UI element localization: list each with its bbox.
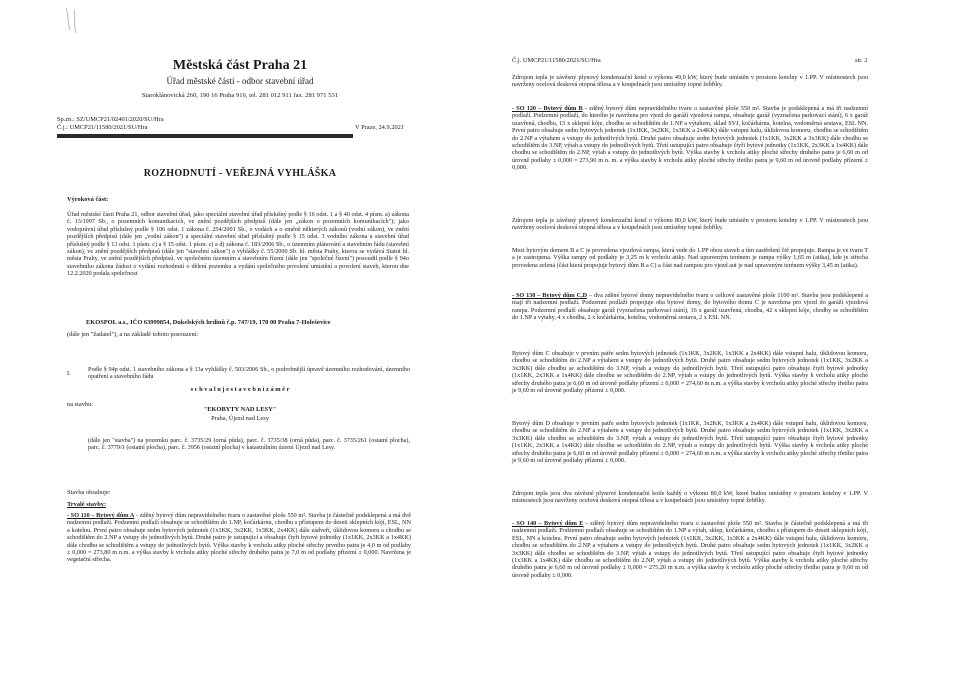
so120-text: - zděný bytový dům nepravidelného tvaru o zastavěné ploše 550 m². Stavba je podsklepená a má tři nadzemní podlaží. Podzemní podlaží, do kterého je navržena pro vjezd do garáží vjezdová rampa, obsahuje garáž (vyznačena parkovací stání), 6 x garáž uzavřená, chodbu, 15 x sklepní kóje, chodbu se schodištěm do 1.NP a výtahem, sklad SVJ, kočárkárna, kotelna, vodoměrná sestava, ESL NN. První patro obsahuje sedm bytových jednotek (1x1KK, 3x2KK, 1x3KK a 2x4KK) dále vstupní halu, úklidovou komoru, chodbu se schodištěm do 2.NP a výtahem a vstupy do jednotlivých bytů. Druhé patro obsahuje sedm bytových jednotek (1x1KK, 3x2KK a 3x3KK) dále chodbu se schodištěm do 3.NP, výtah a vstupy do jednotlivých bytů. Třetí ustupující patro obsahuje čtyři bytové jednotky (1x1KK, 2x3KK a 1x4KK) dále chodbu se schodištěm do 2.NP, výtah a vstupy do jednotlivých bytů. Výška stavby k vrcholu atiky ploché střechy druhého patra je 6,60 m od úrovně podlahy ± 0,000 = 273,90 m n. m. a výška stavby k vrcholu atiky ploché střechy třetího patra je 9,60 m od úrovně podlahy přízemí ± 0,000. (512, 105, 868, 172)
office-subtitle: Úřad městské části - odbor stavební úřad (166, 76, 314, 86)
so110-paragraph (67, 512, 411, 564)
heating-paragraph-1: Zdrojem tepla je závěsný plynový kondenzační kotel o výkonu 49,0 kW, který bude umístěn v prostoru kotelny v 1.PP. V místnostech jsou navrženy ocelová desková otopná tělesa a v koupelnách jsou umístěny topné žebříky. (512, 74, 868, 89)
na-stavbu-label: na stavbu: (67, 401, 94, 408)
permanent-structures-label: Trvalé stavby: (67, 501, 107, 508)
so110-text: - zděný bytový dům nepravidelného tvaru o zastavěné ploše 550 m². Stavba je částečně podsklepená a má dvě nadzemní podlaží. Podzemní podlaží obsahuje se schodištěm do 1.NP, kočárkárnu, chodbu s přístupem do deseti sklepních kójí, ESL, NN a kotelnu. První patro obsahuje sedm bytových jednotek (1x1KK, 3x2KK, 1x3KK, 2x4KK) dále zádveří, úklidovou komoru a chodbu se schodištěm do 2.NP a vstupy do jednotlivých bytů. Druhé patro je ustupující a obsahuje čtyři bytové jednotky (1x1KK, 2x3KK a 1x4KK) dále chodbu se schodištěm a vstupy do jednotlivých bytů. Výška stavby k vrcholu atiky ploché střechy prvního patra je 4,0 m od podlahy ± 0,000 = 273,80 m n.m. a výška stavby k vrcholu atiky ploché střechy druhého patra je 7,0 m od podlahy přízemí ± 0,000. Navržena je vegetační střecha. (67, 512, 412, 564)
document-page-2 (480, 0, 960, 679)
handwritten-mark-icon (60, 6, 84, 36)
section-text: Podle § 94p odst. 1 stavebního zákona a § 13a vyhlášky č. 503/2006 Sb., o podrobnější úpravě územního rozhodování, územního opatření a stavebního řádu (88, 366, 410, 381)
so140-paragraph (512, 520, 868, 579)
so130-heading: - SO 130 – Bytový dům C,D (512, 292, 588, 299)
so130-paragraph (512, 292, 868, 322)
section-number: I. (67, 370, 71, 377)
page-number: str. 2 (855, 57, 868, 64)
applicant-note: (dále jen "žadatel"), a na základě tohoto posouzení: (67, 331, 199, 338)
building-d-paragraph: Bytový dům D obsahuje v prvním patře sedm bytových jednotek (1x1KK, 3x2KK, 1x3KK a 2x4KK) dále vstupní halu, úklidovou komoru, chodbu se schodištěm do 2.NP a výtahem a vstupy do jednotlivých bytů. Druhé patro obsahuje sedm bytových jednotek (1x1KK, 3x2KK a 3x3KK) dále chodbu se schodištěm do 3.NP, výtah a vstupy do jednotlivých bytů. Třetí ustupující patro obsahuje čtyři bytové jednotky (1x1KK, 2x3KK a 1x4KK) dále chodbu se schodištěm do 2.NP, výtah a vstupy do jednotlivých bytů. Výška stavby k vrcholu atiky ploché střechy druhého patra je 6,60 m od úrovně podlahy přízemí ± 0,000 = 274,60 m n.m. a výška stavby k vrcholu atiky ploché střechy třetího patra je 9,60 m od úrovně podlahy přízemí ± 0,000. (512, 420, 868, 465)
contents-label: Stavba obsahuje: (67, 489, 111, 496)
reference-number: Č.j.: UMCP21/11580/2021/SU/Hra (57, 124, 148, 131)
heating-paragraph-2: Zdrojem tepla je závěsný plynový kondenzační kotel o výkonu 80,0 kW, který bude umístěn v prostoru kotelny v 1.PP. V místnostech jsou navrženy ocelová desková otopná tělesa a v koupelnách jsou umístěny topné žebříky. (512, 217, 868, 232)
so140-heading: - SO 140 – Bytový dům E (512, 520, 584, 527)
intro-paragraph: Úřad městské části Praha 21, odbor stavební úřad, jako speciální stavební úřad příslušný podle § 16 odst. 1 a § 40 odst. 4 písm. a) zákona č. 13/1997 Sb., o pozemních komunikacích, ve znění pozdějších předpisů (dále jen „zákon o pozemních komunikacích"); jako vodoprávní úřad příslušný podle § 106 odst. 1 zákona č. 254/2001 Sb., o vodách a o změně některých zákonů (vodní zákon), ve znění pozdějších předpisů (dále jen „vodní zákon") a speciální stavební úřad příslušný podle § 15 odst. 3 vodního zákona a stavební úřad příslušný podle § 13 odst. 1 písm. c) a § 15 odst. 1 písm. c) a d) zákona č. 183/2006 Sb., o územním plánování a stavebním řádu (stavební zákon), ve znění pozdějších předpisů (dále jen "stavební zákon") a vyhlášky č. 55/2000 Sb. hl. města Prahy, kterou se vydává Statut hl. města Prahy, ve znění pozdějších předpisů, ve společném územním a stavebním řízení (dále jen "společné řízení") posoudil podle § 94o stavebního zákona žádost o vydání rozhodnutí o dělení pozemku a vydání společného povolení umístění a povolení staveb, kterou dne 12.2.2020 podala společnost (67, 211, 409, 278)
document-date: V Praze, 24.9.2021 (355, 124, 405, 131)
so130-text: – dva zděné bytové domy nepravidelného tvaru o celkové zastavěné ploše 1100 m². Stavba jsou podsklepené a mají tři nadzemní podlaží. Podzemní podlaží propojuje oba bytové domy, do bytového domu C je navržena pro vjezd do garáží vjezdová rampa. Podzemní podlaží obsahuje garáž (vyznačena parkovací stání), 16 x garáž uzavřená, chodba, 42 x sklepní kóje, chodby se schodištěm do 1.NP a výtahy, 4 x chodba, 2 x kočárkárna, kotelna, vodoměrná sestava, 2 x ESL NN. (512, 292, 869, 322)
project-name: "EKOBYTY NAD LESY" (203, 406, 277, 413)
office-address: Staroklánovická 260, 190 16 Praha 916, tel. 281 012 911 fax. 281 971 531 (141, 92, 339, 99)
verdict-label: Výroková část: (67, 196, 109, 203)
so140-text: - zděný bytový dům nepravidelného tvaru o zastavěné ploše 550 m². Stavba je částečně podsklepená a má tři nadzemní podlaží. Podzemní podlaží obsahuje se schodištěm do 1.NP a výtah, sklep, kočárkárnu, chodbu s přístupem do deseti sklepních kójí, ESL, NN a kotelnu. První patro obsahuje sedm bytových jednotek (1x1KK, 3x2KK, 1x3KK a 2x4KK) dále vstupní halu, úklidovou komoru, chodbu se schodištěm do 2.NP a výtahem a vstupy do jednotlivých bytů. Druhé patro obsahuje sedm bytových jednotek (1x1KK, 3x2KK a 3x3KK) dále chodbu se schodištěm do 3.NP, výtah a vstupy do jednotlivých bytů. Třetí ustupující patro obsahuje čtyři bytové jednotky (1x3KK a 1x4KK) dále chodbu se schodištěm do 2.NP, výtah a vstupy do jednotlivých bytů. Výška stavby k vrcholu atiky ploché střechy druhého patra je 6,60 m od úrovně podlahy ± 0,000 = 275,20 m n.m. a výška stavby k vrcholu atiky ploché střechy třetího patra je 9,60 m od úrovně podlahy ± 0,000. (512, 520, 868, 579)
so110-heading: - SO 110 – Bytový dům A (67, 512, 135, 519)
decision-title: ROZHODNUTÍ - VEŘEJNÁ VYHLÁŠKA (143, 168, 337, 179)
building-c-paragraph: Bytový dům C obsahuje v prvním patře sedm bytových jednotek (1x1KK, 3x2KK, 1x3KK a 2x4KK) dále vstupní halu, úklidovou komoru, chodbu se schodištěm do 2.NP a výtahem a vstupy do jednotlivých bytů. Druhé patro obsahuje sedm bytových jednotek (1x1KK, 3x2KK a 3x3KK) dále chodbu se schodištěm do 3.NP, výtah a vstupy do jednotlivých bytů. Třetí ustupující patro obsahuje čtyři bytové jednotky (1x1KK, 2x3KK a 1x4KK) dále chodbu se schodištěm do 2.NP, výtah a vstupy do jednotlivých bytů. Výška stavby k vrcholu atiky ploché střechy druhého patra je 6,60 m od úrovně podlahy přízemí ± 0,000 = 274,60 m n.m. a výška stavby k vrcholu atiky ploché střechy třetího patra je 9,60 m od úrovně podlahy přízemí ± 0,000. (512, 350, 868, 395)
so120-paragraph (512, 105, 868, 172)
office-title: Městská část Praha 21 (172, 58, 308, 73)
approval-phrase: s c h v a l u j e s t a v e b n í z á m ě r (190, 386, 290, 393)
file-number: Sp.zn.: SZ/UMCP21/02401/2020/SU/Hra (57, 116, 164, 123)
site-text: (dále jen "stavba") na pozemku parc. č. 3735/29 (orná půda), parc. č. 3735/38 (orná půda), parc. č. 3735/261 (ostatní plocha), parc. č. 3779/1 (ostatní plocha), parc. č. 3956 (ostatní plocha) v katastrálním území Újezd nad Lesy. (88, 437, 410, 452)
redaction-bar (57, 134, 353, 138)
project-location: Praha, Újezd nad Lesy (211, 415, 269, 422)
ramp-paragraph: Mezi bytovým domem B a C je provedena vjezdová rampa, která vede do 1.PP obou staveb a tím zastřešení čtě propojuje. Rampa je ve tvaru T a je zastropena. Výška rampy od podlahy je 3,25 m k vrcholu atiky. Nad upraveným terénem je rampa výšky 1,65 m (atika), kde je střecha provedena zelená (část která propojuje bytový dům B a C) a část nad rampou pro vjezd aut je nad upraveným terénem výšky 3,45 m (atika). (512, 247, 868, 269)
so120-heading: - SO 120 – Bytový dům B (512, 105, 583, 112)
heating-paragraph-3: Zdrojem tepla jsou dva závěsné plynové kondenzační kotle každý o výkonu 80,0 kW, které budou umístěny v prostoru kotelny v 1.PP. V místnostech jsou navrženy ocelová desková otopná tělesa a v koupelnách jsou umístěny topné žebříky. (512, 490, 868, 505)
applicant-company: EKOSPOL a.s., IČO 63999854, Dukelských hrdinů č.p. 747/19, 170 00 Praha 7-Holešovice (86, 319, 331, 326)
page2-reference: Č.j. UMCP21/11580/2021/SU/Hra (512, 57, 601, 64)
